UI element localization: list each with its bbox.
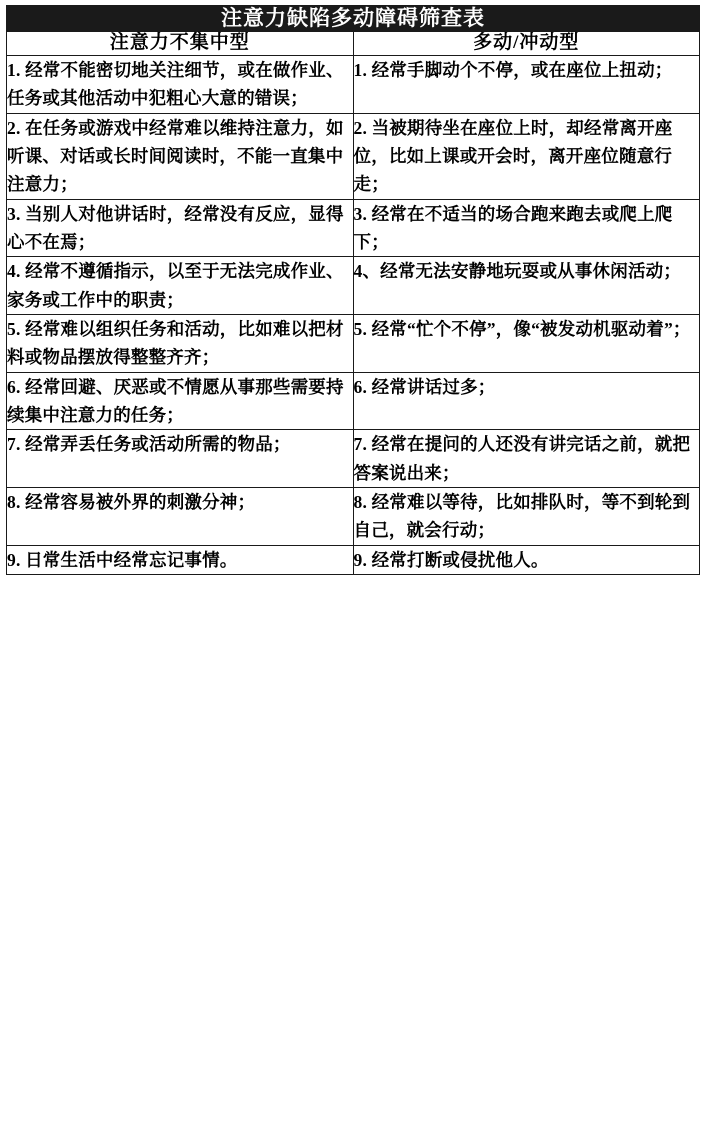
table-row <box>7 55 700 113</box>
item-hyperactive-6: 6. 经常讲话过多； <box>353 372 700 430</box>
table-row <box>7 199 700 257</box>
item-hyperactive-7: 7. 经常在提问的人还没有讲完话之前，就把答案说出来； <box>353 430 700 488</box>
page-title: 注意力缺陷多动障碍筛查表 <box>7 6 700 32</box>
table-row <box>7 545 700 574</box>
item-inattentive-9: 9. 日常生活中经常忘记事情。 <box>7 545 354 574</box>
table-row <box>7 257 700 315</box>
column-header-hyperactive: 多动/冲动型 <box>353 32 700 56</box>
item-hyperactive-4: 4、经常无法安静地玩耍或从事休闲活动； <box>353 257 700 315</box>
table-row <box>7 315 700 373</box>
table-row <box>7 113 700 199</box>
item-hyperactive-5: 5. 经常“忙个不停”，像“被发动机驱动着”； <box>353 315 700 373</box>
document-page <box>0 5 706 1131</box>
table-row <box>7 430 700 488</box>
item-hyperactive-8: 8. 经常难以等待，比如排队时，等不到轮到自己，就会行动； <box>353 488 700 546</box>
item-hyperactive-9: 9. 经常打断或侵扰他人。 <box>353 545 700 574</box>
item-inattentive-5: 5. 经常难以组织任务和活动，比如难以把材料或物品摆放得整整齐齐； <box>7 315 354 373</box>
table-title-row <box>7 6 700 32</box>
table-row <box>7 488 700 546</box>
item-inattentive-8: 8. 经常容易被外界的刺激分神； <box>7 488 354 546</box>
table-row <box>7 372 700 430</box>
item-hyperactive-2: 2. 当被期待坐在座位上时，却经常离开座位，比如上课或开会时，离开座位随意行走； <box>353 113 700 199</box>
item-hyperactive-3: 3. 经常在不适当的场合跑来跑去或爬上爬下； <box>353 199 700 257</box>
column-header-inattentive: 注意力不集中型 <box>7 32 354 56</box>
table-header-row <box>7 32 700 56</box>
item-inattentive-7: 7. 经常弄丢任务或活动所需的物品； <box>7 430 354 488</box>
adhd-screener-table <box>6 5 700 575</box>
item-inattentive-6: 6. 经常回避、厌恶或不情愿从事那些需要持续集中注意力的任务； <box>7 372 354 430</box>
item-inattentive-4: 4. 经常不遵循指示，以至于无法完成作业、家务或工作中的职责； <box>7 257 354 315</box>
item-inattentive-3: 3. 当别人对他讲话时，经常没有反应，显得心不在焉； <box>7 199 354 257</box>
item-hyperactive-1: 1. 经常手脚动个不停，或在座位上扭动； <box>353 55 700 113</box>
item-inattentive-2: 2. 在任务或游戏中经常难以维持注意力，如听课、对话或长时间阅读时，不能一直集中注意力； <box>7 113 354 199</box>
item-inattentive-1: 1. 经常不能密切地关注细节，或在做作业、任务或其他活动中犯粗心大意的错误； <box>7 55 354 113</box>
